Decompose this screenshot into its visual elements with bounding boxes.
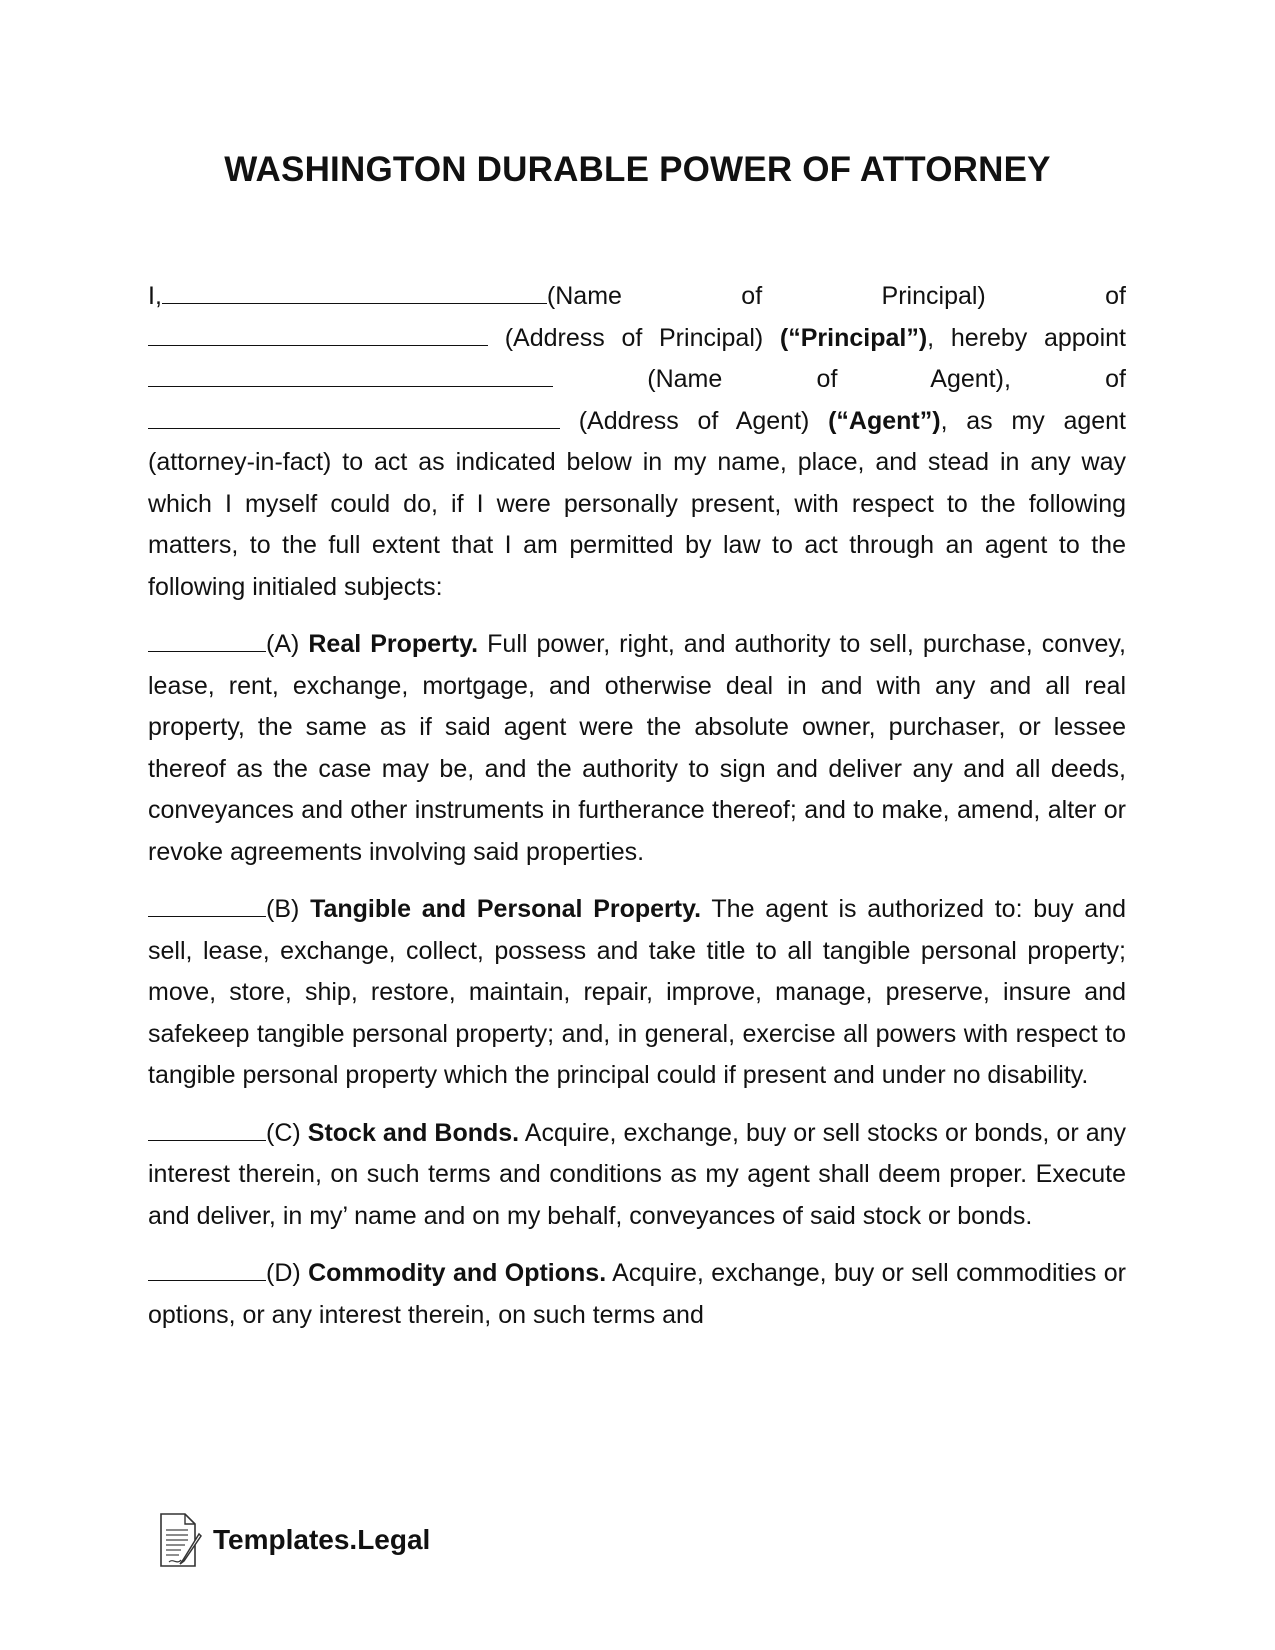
brand-name: Templates.Legal (213, 1524, 431, 1555)
agent-defined-term: (“Agent”) (828, 406, 941, 435)
footer-branding (155, 1510, 430, 1570)
document-body (148, 276, 1126, 1352)
section-c (148, 1113, 1126, 1238)
section-heading: Commodity and Options. (308, 1259, 607, 1287)
intro-text-6: , as my agent (attorney-in-fact) to act as indicated below in my name, place, and stead in any way which I myself could do, if I were personally present, with respect to the following matters, to the full extent that I am permitted by law to act through an agent to the following initialed subjects: (148, 406, 1127, 601)
principal-address-blank (148, 321, 488, 346)
section-heading: Real Property. (308, 630, 479, 658)
intro-text-3: , hereby appoint (927, 323, 1126, 352)
section-heading: Tangible and Personal Property. (310, 895, 702, 923)
initial-blank-b (148, 892, 266, 917)
section-text: Full power, right, and authority to sell, purchase, convey, lease, rent, exchange, mortgage, and otherwise deal in and with any and all real property, the same as if said agent were the absolute owner, purchaser, or lessee thereof as the case may be, and the authority to sign and deliver any and all deeds, conveyances and other instruments in furtherance thereof; and to make, amend, alter or revoke agreements involving said properties. (148, 630, 1126, 866)
document-pen-icon (155, 1510, 205, 1570)
principal-name-blank (162, 279, 547, 304)
section-d (148, 1253, 1126, 1336)
section-heading: Stock and Bonds. (307, 1118, 520, 1147)
section-b (148, 889, 1126, 1097)
section-text: Acquire, exchange, buy or sell stocks or bonds, or any interest therein, on such terms and conditions as my agent shall deem proper. Execute and deliver, in my’ name and on my behalf, conveyances of said stock or bonds. (148, 1118, 1127, 1230)
section-letter: (A) (266, 630, 309, 658)
agent-address-blank (148, 404, 560, 429)
intro-text-4: (Name of Agent), of (553, 365, 1126, 393)
intro-text-1: (Name of Principal) of (546, 282, 1126, 310)
section-text: The agent is authorized to: buy and sell, lease, exchange, collect, possess and take title to all tangible personal property; move, store, ship, restore, maintain, repair, improve, manage, preserve, insure and safekeep tangible personal property; and, in general, exercise all powers with respect to tangible personal property which the principal could if present and under no disability. (148, 895, 1126, 1089)
initial-blank-d (148, 1256, 266, 1281)
agent-name-blank (148, 362, 553, 387)
intro-prefix: I, (148, 282, 162, 310)
initial-blank-c (148, 1116, 266, 1141)
initial-blank-a (148, 627, 266, 652)
section-letter: (B) (266, 895, 311, 923)
section-letter: (D) (266, 1259, 309, 1287)
principal-defined-term: (“Principal”) (779, 323, 928, 352)
section-letter: (C) (266, 1118, 308, 1147)
section-a (148, 624, 1126, 873)
document-title: WASHINGTON DURABLE POWER OF ATTORNEY (224, 150, 1051, 189)
intro-text-5: (Address of Agent) (560, 406, 829, 435)
intro-paragraph (148, 276, 1126, 608)
section-text: Acquire, exchange, buy or sell commodities or options, or any interest therein, on such terms and (148, 1259, 1127, 1329)
intro-text-2: (Address of Principal) (488, 323, 780, 352)
